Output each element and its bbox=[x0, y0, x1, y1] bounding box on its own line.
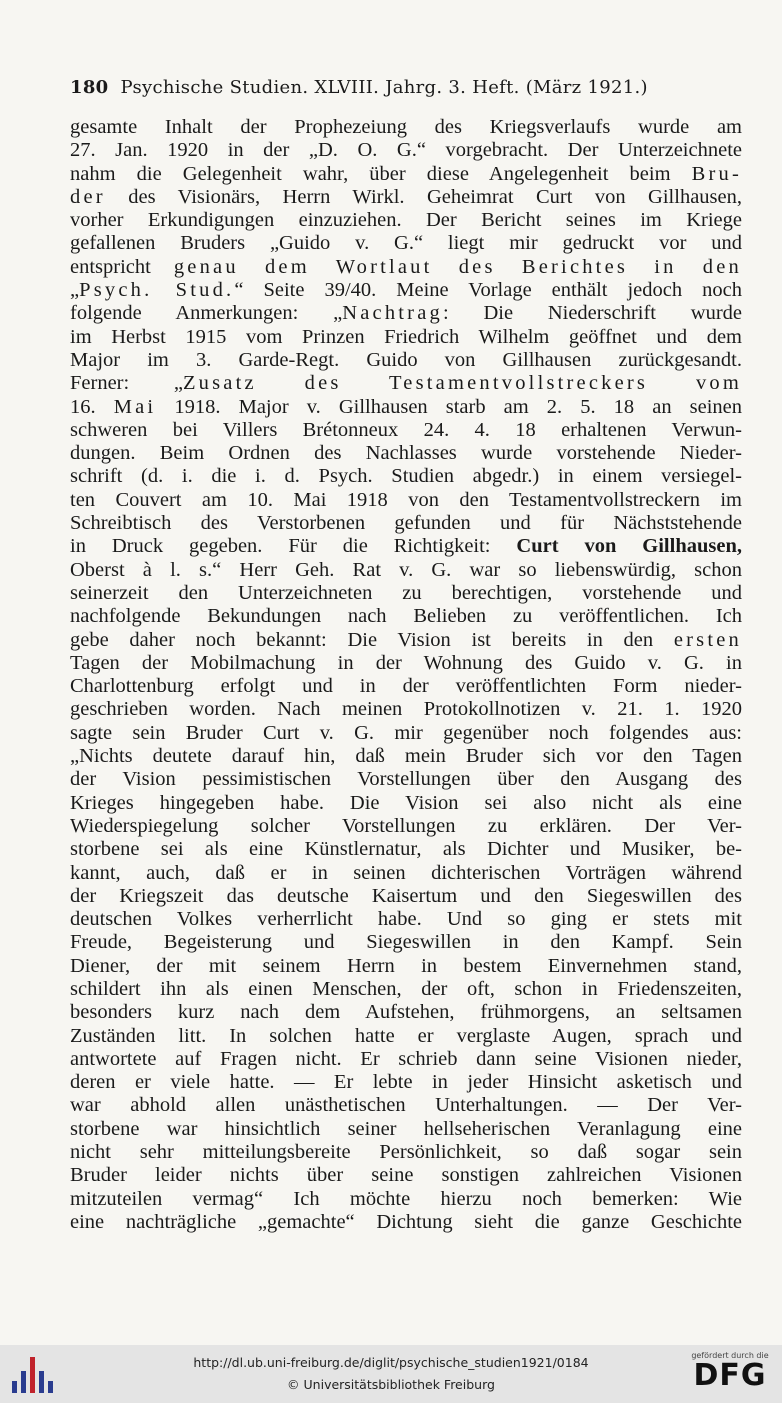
text-line bbox=[70, 139, 742, 162]
page-number: 180 bbox=[70, 77, 109, 98]
text-line bbox=[70, 279, 742, 302]
text-segment: gesamte Inhalt der Prophezeiung des Kriegsverlaufs wurde am bbox=[70, 116, 742, 138]
text-segment: : Die Niederschrift wurde bbox=[442, 302, 742, 325]
text-segment: war abhold allen unästhetischen Unterhaltungen. — Der Ver- bbox=[70, 1094, 742, 1117]
running-title: Psychische Studien. XLVIII. Jahrg. 3. Heft. (März 1921.) bbox=[120, 77, 648, 98]
text-line bbox=[70, 1164, 742, 1187]
dfg-logo-text: DFG bbox=[693, 1358, 767, 1393]
body-text bbox=[70, 116, 742, 1234]
text-segment: des Visionärs, Herrn Wirkl. Geheimrat Curt von Gillhausen, bbox=[105, 185, 742, 208]
funding-note: gefördert durch die bbox=[691, 1351, 769, 1360]
text-segment: “ Seite 39/40. Meine Vorlage enthält jedoch noch bbox=[234, 279, 742, 302]
text-segment: besonders kurz nach dem Aufstehen, frühmorgens, an seltsamen bbox=[70, 1001, 742, 1024]
text-segment: gebe daher noch bekannt: Die Vision ist bereits in den bbox=[70, 628, 674, 651]
text-line bbox=[70, 908, 742, 931]
text-segment: seinerzeit den Unterzeichneten zu berechtigen, vorstehende und bbox=[70, 581, 742, 604]
text-segment: Wiederspiegelung solcher Vorstellungen zu erklären. Der Ver- bbox=[70, 814, 742, 837]
text-segment: im Herbst 1915 vom Prinzen Friedrich Wilhelm geöffnet und dem bbox=[70, 325, 742, 348]
text-line bbox=[70, 815, 742, 838]
text-line bbox=[70, 465, 742, 488]
text-segment: Major im 3. Garde-Regt. Guido von Gillhausen zurückgesandt. bbox=[70, 348, 742, 371]
text-segment: schildert ihn als einen Menschen, der oft, schon in Friedenszeiten, bbox=[70, 977, 742, 1000]
text-segment: in Druck gegeben. Für die Richtigkeit: bbox=[70, 535, 517, 558]
text-segment: kannt, auch, daß er in seinen dichterischen Vorträgen während bbox=[70, 861, 742, 884]
text-line bbox=[70, 792, 742, 815]
text-segment: storbene sei als eine Künstlernatur, als Dichter und Musiker, be- bbox=[70, 838, 742, 861]
text-segment: Diener, der mit seinem Herrn in bestem Einvernehmen stand, bbox=[70, 954, 742, 977]
text-line bbox=[70, 442, 742, 465]
text-line bbox=[70, 512, 742, 535]
text-segment: Psych. Stud. bbox=[79, 279, 235, 302]
text-line bbox=[70, 675, 742, 698]
text-line bbox=[70, 652, 742, 675]
text-segment: ten Couvert am 10. Mai 1918 von den Testamentvollstreckern im bbox=[70, 488, 742, 511]
text-segment: eine nachträgliche „gemachte“ Dichtung sieht die ganze Geschichte bbox=[70, 1210, 742, 1233]
text-segment: der Vision pessimistischen Vorstellungen über den Ausgang des bbox=[70, 768, 742, 791]
text-line bbox=[70, 535, 742, 558]
text-segment: Krieges hingegeben habe. Die Vision sei also nicht als eine bbox=[70, 791, 742, 814]
text-line bbox=[70, 116, 742, 139]
text-line bbox=[70, 1188, 742, 1211]
text-line bbox=[70, 1048, 742, 1071]
text-segment: folgende Anmerkungen: „ bbox=[70, 302, 343, 325]
text-segment: Tagen der Mobilmachung in der Wohnung des Guido v. G. in bbox=[70, 651, 742, 674]
text-line bbox=[70, 1094, 742, 1117]
text-segment: genau dem Wortlaut des Berichtes in den bbox=[173, 255, 742, 278]
text-segment: der bbox=[70, 185, 106, 208]
text-segment: dungen. Beim Ordnen des Nachlasses wurde vorstehende Nieder- bbox=[70, 442, 742, 465]
text-line bbox=[70, 372, 742, 395]
text-line bbox=[70, 698, 742, 721]
text-segment: mitzuteilen vermag“ Ich möchte hierzu noch bemerken: Wie bbox=[70, 1187, 742, 1210]
text-line bbox=[70, 396, 742, 419]
text-segment: gefallenen Bruders „Guido v. G.“ liegt mir gedruckt vor und bbox=[70, 232, 742, 255]
text-line bbox=[70, 256, 742, 279]
text-line bbox=[70, 862, 742, 885]
text-line bbox=[70, 419, 742, 442]
text-segment: deutschen Volkes verherrlicht habe. Und so ging er stets mit bbox=[70, 908, 742, 931]
text-segment: ersten bbox=[673, 628, 742, 651]
text-line bbox=[70, 745, 742, 768]
text-segment: nicht sehr mitteilungsbereite Persönlichkeit, so daß sogar sein bbox=[70, 1141, 742, 1164]
text-segment: Oberst à l. s.“ Herr Geh. Rat v. G. war so liebenswürdig, schon bbox=[70, 558, 742, 581]
text-segment: antwortete auf Fragen nicht. Er schrieb dann seine Visionen nieder, bbox=[70, 1047, 742, 1070]
text-line bbox=[70, 559, 742, 582]
text-segment: Mai bbox=[113, 395, 157, 418]
text-segment: „Nichts deutete darauf hin, daß mein Bruder sich vor den Tagen bbox=[70, 745, 742, 768]
text-line bbox=[70, 326, 742, 349]
text-line bbox=[70, 302, 742, 325]
text-line bbox=[70, 955, 742, 978]
text-segment: Bru- bbox=[691, 162, 742, 185]
copyright-notice: © Universitätsbibliothek Freiburg bbox=[287, 1377, 495, 1392]
text-segment: entspricht bbox=[70, 255, 174, 278]
text-line bbox=[70, 1001, 742, 1024]
text-line bbox=[70, 186, 742, 209]
text-segment: Nachtrag bbox=[342, 302, 443, 325]
source-url[interactable]: http://dl.ub.uni-freiburg.de/diglit/psychische_studien1921/0184 bbox=[193, 1355, 589, 1370]
text-segment: „ bbox=[70, 279, 80, 302]
text-segment: nachfolgende Bekundungen nach Belieben zu veröffentlichen. Ich bbox=[70, 605, 742, 628]
text-line bbox=[70, 838, 742, 861]
text-segment: der Kriegszeit das deutsche Kaisertum und den Siegeswillen des bbox=[70, 884, 742, 907]
text-line bbox=[70, 629, 742, 652]
text-segment: vorher Erkundigungen einzuziehen. Der Bericht seines im Kriege bbox=[70, 209, 742, 232]
text-segment: Schreibtisch des Verstorbenen gefunden und für Nächststehende bbox=[70, 512, 742, 535]
text-line bbox=[70, 978, 742, 1001]
text-segment: sagte sein Bruder Curt v. G. mir gegenüber noch folgendes aus: bbox=[70, 721, 742, 744]
text-segment: Curt von Gillhausen, bbox=[516, 535, 742, 558]
text-line bbox=[70, 489, 742, 512]
text-line bbox=[70, 722, 742, 745]
text-line bbox=[70, 605, 742, 628]
text-segment: Zuständen litt. In solchen hatte er verglaste Augen, sprach und bbox=[70, 1024, 742, 1047]
text-segment: Ferner: „ bbox=[70, 372, 183, 395]
footer-bar bbox=[0, 1345, 782, 1403]
text-segment: geschrieben worden. Nach meinen Protokollnotizen v. 21. 1. 1920 bbox=[70, 698, 742, 721]
text-segment: Freude, Begeisterung und Siegeswillen in den Kampf. Sein bbox=[70, 931, 742, 954]
text-line bbox=[70, 1118, 742, 1141]
running-head bbox=[70, 77, 710, 98]
text-line bbox=[70, 1071, 742, 1094]
text-segment: storbene war hinsichtlich seiner hellseherischen Veranlagung eine bbox=[70, 1117, 742, 1140]
text-segment: schweren bei Villers Brétonneux 24. 4. 18 erhaltenen Verwun- bbox=[70, 418, 742, 441]
text-segment: Bruder leider nichts über seine sonstigen zahlreichen Visionen bbox=[70, 1164, 742, 1187]
text-segment: 16. bbox=[70, 395, 114, 418]
text-line bbox=[70, 1025, 742, 1048]
text-line bbox=[70, 349, 742, 372]
text-line bbox=[70, 209, 742, 232]
text-line bbox=[70, 885, 742, 908]
text-segment: 27. Jan. 1920 in der „D. O. G.“ vorgebracht. Der Unterzeichnete bbox=[70, 139, 742, 162]
text-segment: Charlottenburg erfolgt und in der veröffentlichten Form nieder- bbox=[70, 675, 742, 698]
text-segment: Zusatz des Testamentvollstreckers vom bbox=[182, 372, 742, 395]
text-line bbox=[70, 232, 742, 255]
text-segment: nahm die Gelegenheit wahr, über diese Angelegenheit beim bbox=[70, 162, 692, 185]
text-line bbox=[70, 582, 742, 605]
dfg-logo bbox=[688, 1351, 772, 1392]
text-segment: schrift (d. i. die i. d. Psych. Studien abgedr.) in einem versiegel- bbox=[70, 465, 742, 488]
text-line bbox=[70, 931, 742, 954]
text-line bbox=[70, 1211, 742, 1234]
text-line bbox=[70, 1141, 742, 1164]
text-segment: 1918. Major v. Gillhausen starb am 2. 5. 18 an seinen bbox=[156, 395, 742, 418]
text-line bbox=[70, 768, 742, 791]
text-line bbox=[70, 163, 742, 186]
text-segment: deren er viele hatte. — Er lebte in jeder Hinsicht asketisch und bbox=[70, 1071, 742, 1094]
